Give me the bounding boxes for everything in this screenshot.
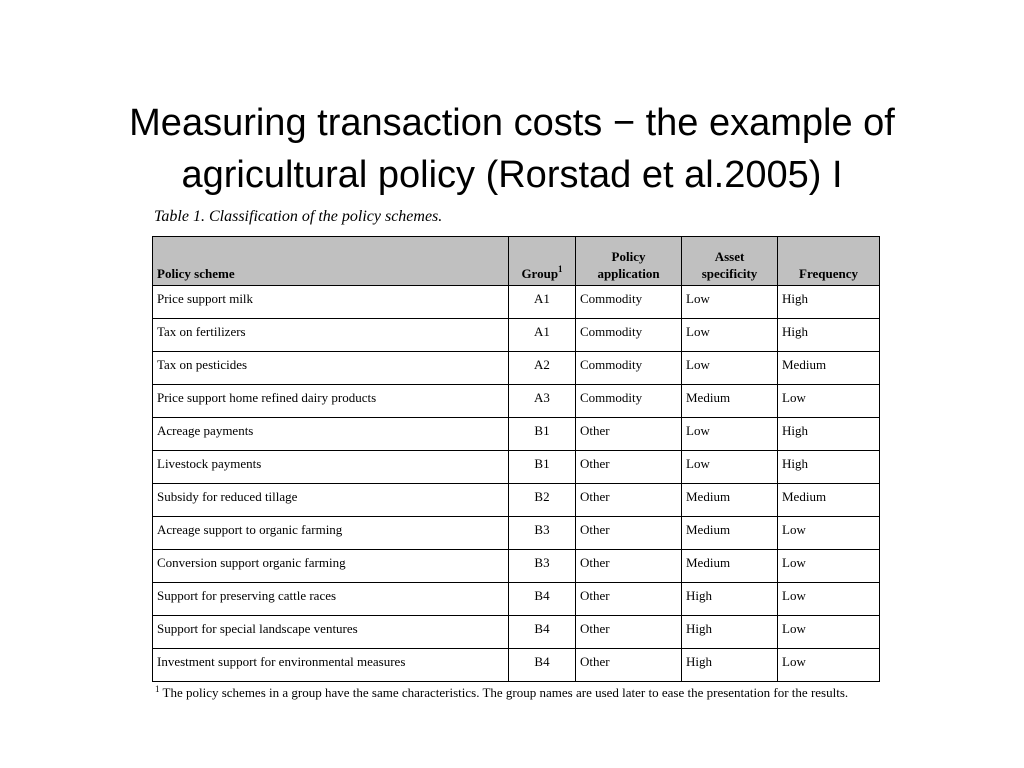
- header-policy-scheme: [153, 237, 509, 286]
- slide-title-line-2: agricultural policy (Rorstad et al.2005) I: [181, 154, 843, 197]
- table-caption: Table 1. Classification of the policy schemes.: [154, 208, 443, 225]
- cell-policy-application: Other: [576, 616, 682, 649]
- cell-policy-scheme: Support for preserving cattle races: [153, 583, 509, 616]
- table-row: [153, 517, 880, 550]
- policy-table-figure: [152, 206, 880, 701]
- cell-frequency: Low: [778, 583, 880, 616]
- cell-policy-scheme: Investment support for environmental measures: [153, 649, 509, 682]
- cell-policy-application: Other: [576, 418, 682, 451]
- header-policy-scheme-label: Policy scheme: [157, 266, 235, 281]
- cell-frequency: Low: [778, 385, 880, 418]
- cell-policy-scheme: Acreage payments: [153, 418, 509, 451]
- cell-policy-scheme: Conversion support organic farming: [153, 550, 509, 583]
- cell-frequency: High: [778, 286, 880, 319]
- cell-policy-application: Other: [576, 517, 682, 550]
- cell-frequency: Low: [778, 649, 880, 682]
- cell-asset-specificity: Medium: [682, 484, 778, 517]
- cell-asset-specificity: Low: [682, 352, 778, 385]
- cell-asset-specificity: Medium: [682, 385, 778, 418]
- cell-policy-application: Other: [576, 583, 682, 616]
- cell-group: B4: [509, 616, 576, 649]
- header-frequency-label: Frequency: [799, 266, 858, 281]
- header-policy-application: [576, 237, 682, 286]
- table-row: [153, 319, 880, 352]
- table-row: [153, 385, 880, 418]
- cell-frequency: Low: [778, 550, 880, 583]
- policy-schemes-table: [152, 236, 880, 682]
- cell-group: B3: [509, 550, 576, 583]
- cell-asset-specificity: Medium: [682, 517, 778, 550]
- cell-policy-application: Commodity: [576, 352, 682, 385]
- table-body: [153, 286, 880, 682]
- cell-policy-application: Commodity: [576, 319, 682, 352]
- table-row: [153, 352, 880, 385]
- table-footnote: [152, 684, 877, 701]
- header-frequency: [778, 237, 880, 286]
- cell-asset-specificity: High: [682, 583, 778, 616]
- cell-asset-specificity: Low: [682, 451, 778, 484]
- cell-frequency: Medium: [778, 352, 880, 385]
- cell-group: B2: [509, 484, 576, 517]
- cell-group: A3: [509, 385, 576, 418]
- cell-policy-scheme: Price support home refined dairy products: [153, 385, 509, 418]
- cell-policy-scheme: Tax on pesticides: [153, 352, 509, 385]
- cell-policy-application: Other: [576, 649, 682, 682]
- footnote-text: The policy schemes in a group have the same characteristics. The group names are used later to ease the presentation for the results.: [162, 685, 849, 700]
- header-group-label: Group: [521, 266, 559, 281]
- cell-group: B1: [509, 451, 576, 484]
- cell-policy-application: Other: [576, 550, 682, 583]
- footnote-mark: 1: [155, 684, 160, 694]
- slide-title-line-1: Measuring transaction costs − the example of: [129, 102, 895, 145]
- header-asset-line-2: specificity: [701, 266, 758, 281]
- cell-asset-specificity: High: [682, 649, 778, 682]
- table-row: [153, 418, 880, 451]
- header-group: [509, 237, 576, 286]
- cell-policy-scheme: Tax on fertilizers: [153, 319, 509, 352]
- table-row: [153, 451, 880, 484]
- header-application-line-1: Policy: [611, 249, 646, 264]
- cell-frequency: Low: [778, 616, 880, 649]
- cell-group: A2: [509, 352, 576, 385]
- cell-policy-application: Commodity: [576, 286, 682, 319]
- table-row: [153, 286, 880, 319]
- table-header: [153, 237, 880, 286]
- table-row: [153, 583, 880, 616]
- cell-asset-specificity: Medium: [682, 550, 778, 583]
- cell-group: B1: [509, 418, 576, 451]
- cell-asset-specificity: Low: [682, 319, 778, 352]
- cell-policy-scheme: Subsidy for reduced tillage: [153, 484, 509, 517]
- slide-title: [0, 97, 1024, 201]
- table-row: [153, 616, 880, 649]
- cell-policy-application: Other: [576, 451, 682, 484]
- cell-group: B3: [509, 517, 576, 550]
- cell-policy-scheme: Livestock payments: [153, 451, 509, 484]
- cell-frequency: Medium: [778, 484, 880, 517]
- cell-policy-application: Other: [576, 484, 682, 517]
- header-asset-specificity: [682, 237, 778, 286]
- table-row: [153, 649, 880, 682]
- cell-asset-specificity: Low: [682, 286, 778, 319]
- header-row: [153, 237, 880, 286]
- cell-group: A1: [509, 319, 576, 352]
- cell-policy-scheme: Price support milk: [153, 286, 509, 319]
- cell-frequency: High: [778, 451, 880, 484]
- cell-frequency: High: [778, 319, 880, 352]
- cell-asset-specificity: Low: [682, 418, 778, 451]
- cell-frequency: Low: [778, 517, 880, 550]
- cell-group: B4: [509, 649, 576, 682]
- group-footnote-mark: 1: [558, 264, 563, 274]
- cell-policy-scheme: Acreage support to organic farming: [153, 517, 509, 550]
- header-application-line-2: application: [597, 266, 660, 281]
- cell-policy-scheme: Support for special landscape ventures: [153, 616, 509, 649]
- cell-group: A1: [509, 286, 576, 319]
- cell-policy-application: Commodity: [576, 385, 682, 418]
- cell-frequency: High: [778, 418, 880, 451]
- cell-asset-specificity: High: [682, 616, 778, 649]
- header-asset-line-1: Asset: [714, 249, 745, 264]
- cell-group: B4: [509, 583, 576, 616]
- table-row: [153, 550, 880, 583]
- table-row: [153, 484, 880, 517]
